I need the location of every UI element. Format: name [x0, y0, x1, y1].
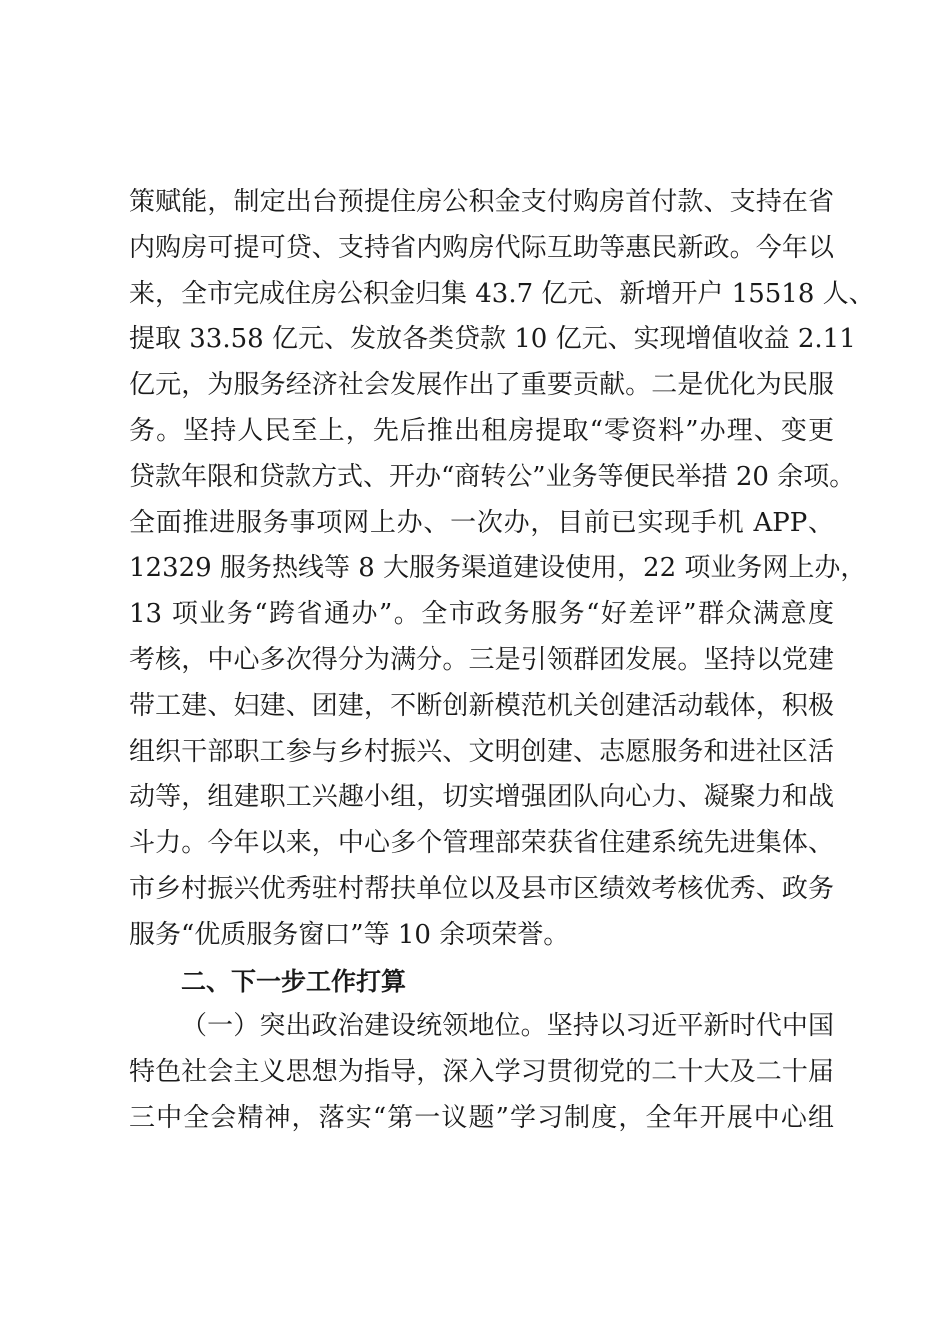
text-line: 来，全市完成住房公积金归集 43.7 亿元、新增开户 15518 人、	[129, 278, 875, 309]
section-heading: 二、下一步工作打算	[181, 966, 407, 996]
text-line: 全面推进服务事项网上办、一次办，目前已实现手机 APP、	[129, 507, 834, 538]
text-line: 三中全会精神，落实“第一议题”学习制度，全年开展中心组	[129, 1102, 834, 1133]
document-body	[129, 180, 875, 1142]
text-line: （一）突出政治建设统领地位。坚持以习近平新时代中国	[181, 1011, 834, 1042]
text-line: 带工建、妇建、团建，不断创新模范机关创建活动载体，积极	[129, 690, 834, 721]
text-line: 市乡村振兴优秀驻村帮扶单位以及县市区绩效考核优秀、政务	[129, 873, 834, 904]
text-line: 内购房可提可贷、支持省内购房代际互助等惠民新政。今年以	[129, 232, 834, 263]
text-line: 组织干部职工参与乡村振兴、文明创建、志愿服务和进社区活	[129, 736, 834, 767]
text-line: 务。坚持人民至上，先后推出租房提取“零资料”办理、变更	[129, 415, 834, 446]
text-line: 亿元，为服务经济社会发展作出了重要贡献。二是优化为民服	[129, 370, 834, 401]
text-line: 斗力。今年以来，中心多个管理部荣获省住建系统先进集体、	[129, 828, 834, 859]
text-line: 贷款年限和贷款方式、开办“商转公”业务等便民举措 20 余项。	[129, 461, 856, 492]
text-line: 考核，中心多次得分为满分。三是引领群团发展。坚持以党建	[129, 644, 834, 675]
text-line: 服务“优质服务窗口”等 10 余项荣誉。	[129, 919, 570, 950]
text-line: 动等，组建职工兴趣小组，切实增强团队向心力、凝聚力和战	[129, 782, 834, 813]
text-line: 特色社会主义思想为指导，深入学习贯彻党的二十大及二十届	[129, 1057, 834, 1088]
text-line: 策赋能，制定出台预提住房公积金支付购房首付款、支持在省	[129, 187, 834, 217]
text-line: 提取 33.58 亿元、发放各类贷款 10 亿元、实现增值收益 2.11	[129, 324, 856, 355]
paragraph-continued	[129, 180, 875, 959]
text-line: 13 项业务“跨省通办”。全市政务服务“好差评”群众满意度	[129, 599, 834, 630]
text-line: 12329 服务热线等 8 大服务渠道建设使用，22 项业务网上办，	[129, 553, 867, 584]
paragraph-section-1	[129, 1004, 834, 1141]
